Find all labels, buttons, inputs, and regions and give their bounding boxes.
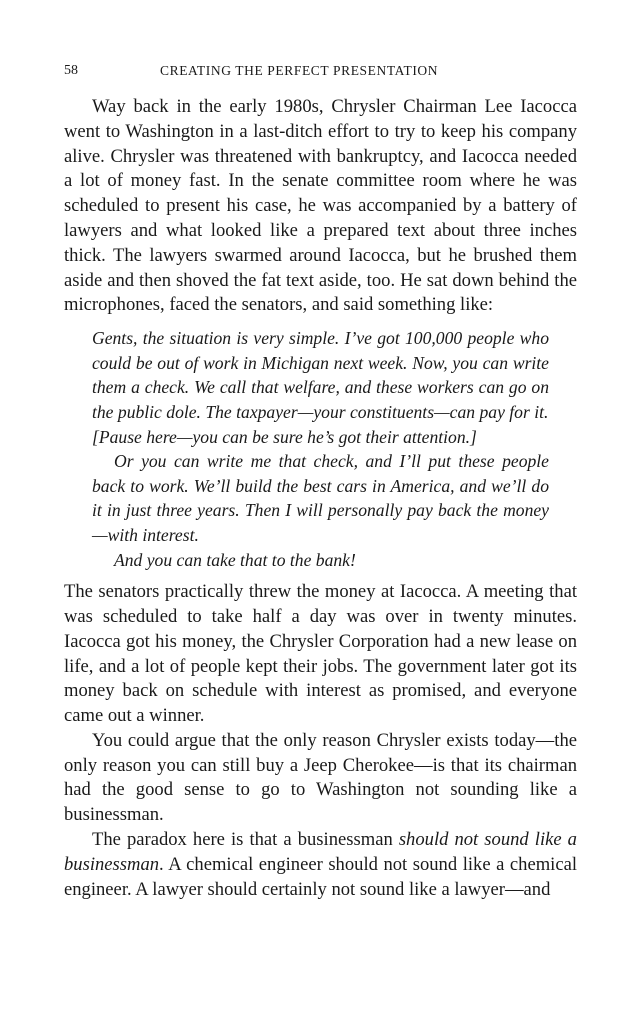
quote-paragraph-3: And you can take that to the bank!: [114, 549, 356, 570]
paradox-text-end: . A chemical engineer should not sound like a chemical engineer. A lawyer should certainly not sound like a lawyer—and: [64, 853, 577, 900]
paradox-text-start: The paradox here is that a businessman: [92, 829, 399, 851]
paradox-emphasis: should not sound like a businessman: [64, 829, 577, 875]
quote-paragraph-2: Or you can write me that check, and I’ll put these people back to work. We’ll build the best cars in America, and we’ll do it in just three years. Then I will personally pay back the money—with interest.: [92, 451, 549, 545]
page-body: [64, 95, 577, 902]
quote-stage-direction: [Pause here—you can be sure he’s got their attention.]: [92, 426, 477, 447]
paragraph-iacocca-intro: Way back in the early 1980s, Chrysler Chairman Lee Iacocca went to Washington in a last-ditch effort to try to keep his company alive. Chrysler was threatened with bankruptcy, and Iacocca needed a lot of money fast. In the senate committee room where he was scheduled to present his case, he was accompanied by a battery of lawyers and what looked like a prepared text about three inches thick. The lawyers swarmed around Iacocca, but he brushed them aside and then shoved the fat text aside, too. He sat down behind the microphones, faced the senators, and said something like:: [64, 96, 577, 316]
running-head-title: CREATING THE PERFECT PRESENTATION: [160, 63, 439, 78]
paragraph-paradox: [64, 828, 577, 902]
quote-paragraph-1: Gents, the situation is very simple. I’ve got 100,000 people who could be out of work in Michigan next week. Now, you can write them a check. We call that welfare, and these workers can go on the public dole. The taxpayer—your constituents—can pay for it.: [92, 328, 549, 422]
paragraph-senators-result: The senators practically threw the money at Iacocca. A meeting that was scheduled to take half a day was over in twenty minutes. Iacocca got his money, the Chrysler Corporation had a new lease on life, and a lot of people kept their jobs. The government later got its money back on schedule with interest as promised, and everyone came out a winner.: [64, 581, 577, 727]
page-number: 58: [64, 63, 78, 78]
block-quote-iacocca-speech: [92, 326, 549, 572]
running-header: [64, 62, 576, 80]
paragraph-chrysler-argument: You could argue that the only reason Chrysler exists today—the only reason you can still buy a Jeep Cherokee—is that its chairman had the good sense to go to Washington not sounding like a businessman.: [64, 729, 577, 826]
